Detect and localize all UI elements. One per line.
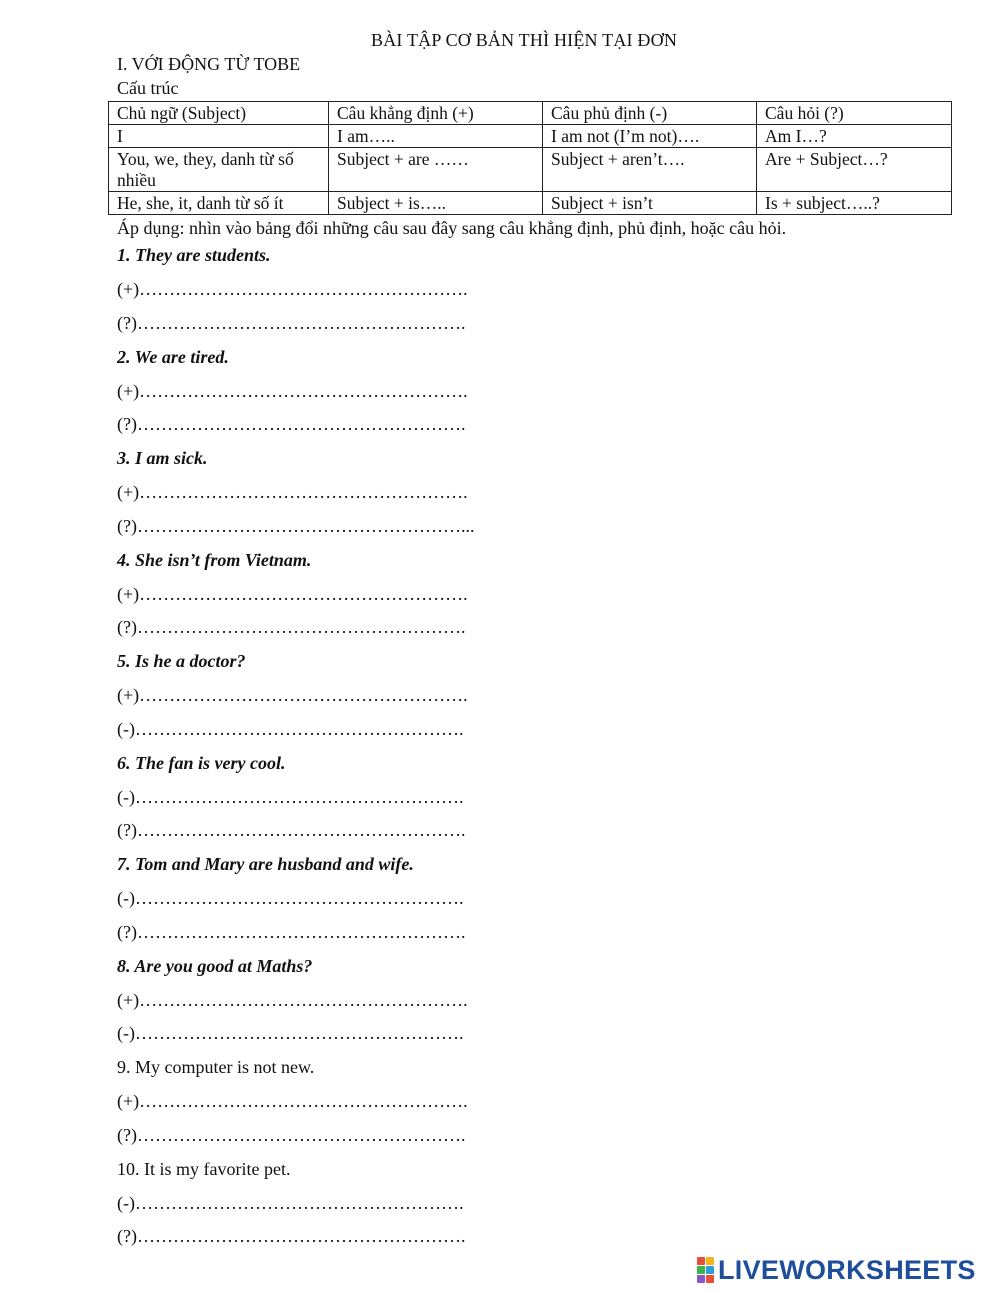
exercise-item	[117, 1157, 817, 1259]
answer-line[interactable]: (?)……………………………………………….	[117, 820, 466, 840]
exercise-question: 5. Is he a doctor?	[117, 651, 246, 671]
answer-line[interactable]: (+)……………………………………………….	[117, 1091, 468, 1111]
answer-line[interactable]: (+)……………………………………………….	[117, 583, 468, 604]
table-cell: Are + Subject…?	[757, 148, 952, 192]
worksheet-title: BÀI TẬP CƠ BẢN THÌ HIỆN TẠI ĐƠN	[370, 30, 678, 50]
table-row	[109, 125, 952, 148]
exercise-item	[117, 446, 817, 548]
table-cell: I am…..	[329, 125, 543, 148]
answer-line[interactable]: (+)……………………………………………….	[117, 482, 468, 502]
answer-line[interactable]: (-)……………………………………………….	[117, 718, 464, 739]
structure-label: Cấu trúc	[117, 78, 179, 98]
answer-line[interactable]: (?)……………………………………………….	[117, 1226, 466, 1246]
table-header-cell: Chủ ngữ (Subject)	[109, 102, 329, 125]
table-cell: You, we, they, danh từ số nhiều	[109, 148, 329, 192]
table-cell: I	[109, 125, 329, 148]
answer-line[interactable]: (+)……………………………………………….	[117, 685, 468, 705]
exercise-item	[117, 1055, 817, 1157]
table-cell: I am not (I’m not)….	[543, 125, 757, 148]
answer-line[interactable]: (-)……………………………………………….	[117, 1192, 464, 1213]
table-cell: Is + subject…..?	[757, 192, 952, 215]
table-header-row	[109, 102, 952, 125]
answer-line[interactable]: (?)……………………………………………….	[117, 414, 466, 434]
exercise-item	[117, 548, 817, 650]
exercise-question: 1. They are students.	[117, 245, 271, 265]
liveworksheets-mark-icon	[697, 1257, 714, 1283]
table-cell: Subject + is…..	[329, 192, 543, 215]
exercise-list	[117, 243, 817, 1258]
table-cell: Subject + aren’t….	[543, 148, 757, 192]
liveworksheets-wordmark: LIVEWORKSHEETS	[718, 1254, 976, 1285]
exercise-question: 9. My computer is not new.	[117, 1057, 315, 1077]
table-cell: Am I…?	[757, 125, 952, 148]
answer-line[interactable]: (-)……………………………………………….	[117, 888, 464, 908]
answer-line[interactable]: (+)……………………………………………….	[117, 279, 468, 299]
exercise-question: 7. Tom and Mary are husband and wife.	[117, 854, 414, 874]
table-cell: He, she, it, danh từ số ít	[109, 192, 329, 215]
answer-line[interactable]: (?)……………………………………………….	[117, 1124, 466, 1145]
exercise-item	[117, 243, 817, 345]
answer-line[interactable]: (+)……………………………………………….	[117, 989, 468, 1010]
table-cell: Subject + isn’t	[543, 192, 757, 215]
exercise-item	[117, 852, 817, 954]
exercise-item	[117, 751, 817, 853]
answer-line[interactable]: (-)……………………………………………….	[117, 1023, 464, 1043]
exercise-item	[117, 954, 817, 1056]
table-row	[109, 148, 952, 192]
table-row	[109, 192, 952, 215]
answer-line[interactable]: (?)………………………………………………...	[117, 515, 475, 536]
answer-line[interactable]: (?)……………………………………………….	[117, 921, 466, 942]
table-header-cell: Câu hỏi (?)	[757, 102, 952, 125]
answer-line[interactable]: (+)……………………………………………….	[117, 380, 468, 401]
exercise-question: 6. The fan is very cool.	[117, 752, 286, 773]
answer-line[interactable]: (?)……………………………………………….	[117, 312, 466, 333]
table-header-cell: Câu phủ định (-)	[543, 102, 757, 125]
answer-line[interactable]: (?)……………………………………………….	[117, 617, 466, 637]
exercise-question: 10. It is my favorite pet.	[117, 1158, 291, 1179]
exercise-question: 8. Are you good at Maths?	[117, 955, 313, 976]
exercise-item	[117, 649, 817, 751]
exercise-question: 4. She isn’t from Vietnam.	[117, 549, 312, 570]
exercise-question: 2. We are tired.	[117, 346, 229, 367]
grammar-table	[108, 101, 952, 215]
exercise-question: 3. I am sick.	[117, 448, 208, 468]
answer-line[interactable]: (-)……………………………………………….	[117, 786, 464, 807]
table-cell: Subject + are ……	[329, 148, 543, 192]
exercise-item	[117, 345, 817, 447]
table-header-cell: Câu khẳng định (+)	[329, 102, 543, 125]
liveworksheets-logo	[697, 1255, 976, 1285]
section-heading: I. VỚI ĐỘNG TỪ TOBE	[117, 54, 301, 74]
instruction-text: Áp dụng: nhìn vào bảng đổi những câu sau đây sang câu khẳng định, phủ định, hoặc câu hỏi.	[117, 218, 787, 238]
